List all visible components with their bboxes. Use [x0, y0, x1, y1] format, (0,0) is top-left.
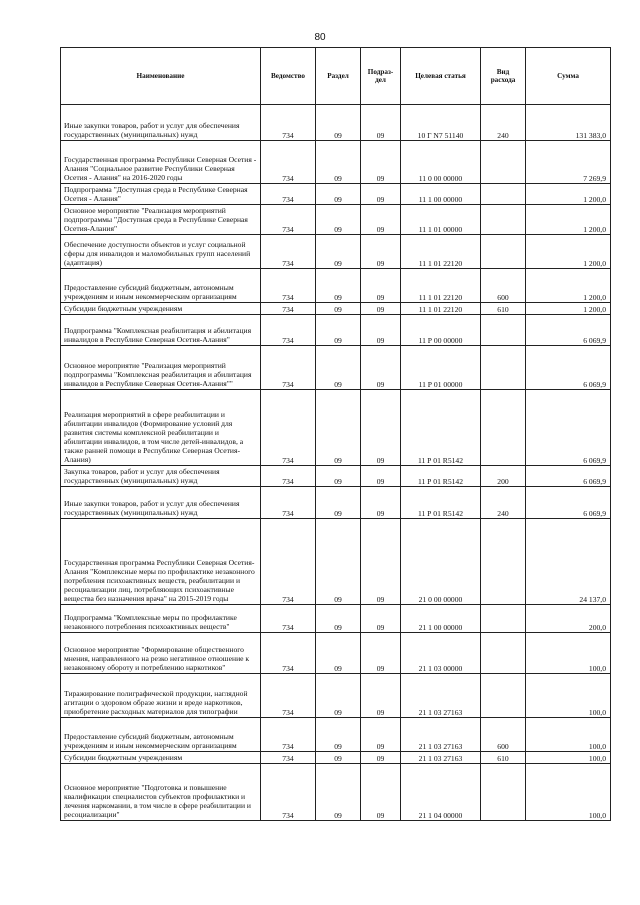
cell-section: 09 [316, 235, 361, 269]
cell-target-article: 21 1 00 00000 [401, 605, 481, 633]
cell-amount: 6 069,9 [526, 346, 611, 390]
cell-target-article: 21 1 04 00000 [401, 764, 481, 821]
cell-expense-type [481, 235, 526, 269]
cell-name: Государственная программа Республики Северная Осетия - Алания "Социальное развитие Республики Северная Осетия - Алания" на 2016-2020 годы [61, 141, 261, 184]
cell-department: 734 [261, 390, 316, 466]
cell-amount: 7 269,9 [526, 141, 611, 184]
cell-subsection: 09 [361, 269, 401, 303]
cell-department: 734 [261, 487, 316, 519]
cell-expense-type [481, 605, 526, 633]
cell-amount: 131 383,0 [526, 105, 611, 141]
table-row [61, 315, 611, 346]
cell-target-article: 11 1 00 00000 [401, 184, 481, 205]
table-row [61, 487, 611, 519]
table-row [61, 633, 611, 674]
cell-section: 09 [316, 764, 361, 821]
cell-department: 734 [261, 235, 316, 269]
header-department: Ведомство [261, 48, 316, 105]
header-name: Наименование [61, 48, 261, 105]
header-subsection: Подраз- дел [361, 48, 401, 105]
cell-name: Подпрограмма "Доступная среда в Республике Северная Осетия - Алания" [61, 184, 261, 205]
cell-expense-type [481, 205, 526, 235]
cell-amount: 200,0 [526, 605, 611, 633]
cell-section: 09 [316, 205, 361, 235]
cell-expense-type [481, 390, 526, 466]
table-row [61, 674, 611, 718]
cell-name: Предоставление субсидий бюджетным, автономным учреждениям и иным некоммерческим организациям [61, 718, 261, 752]
cell-department: 734 [261, 269, 316, 303]
cell-section: 09 [316, 184, 361, 205]
cell-name: Государственная программа Республики Северная Осетия-Алания "Комплексные меры по профилактике незаконного потребления психоактивных веществ, реабилитации и ресоциализации лиц, потребляющих психоактивные вещества без назначения врача" на 2015-2019 годы [61, 519, 261, 605]
cell-department: 734 [261, 205, 316, 235]
cell-expense-type [481, 764, 526, 821]
cell-target-article: 11 1 01 22120 [401, 303, 481, 315]
cell-amount: 100,0 [526, 752, 611, 764]
cell-target-article: 11 Р 01 00000 [401, 346, 481, 390]
cell-department: 734 [261, 184, 316, 205]
cell-department: 734 [261, 466, 316, 487]
cell-target-article: 11 Р 01 R5142 [401, 487, 481, 519]
cell-expense-type: 600 [481, 269, 526, 303]
cell-name: Подпрограмма "Комплексные меры по профилактике незаконного потребления психоактивных веществ" [61, 605, 261, 633]
budget-table [60, 47, 611, 821]
cell-subsection: 09 [361, 674, 401, 718]
cell-name: Подпрограмма "Комплексная реабилитация и абилитация инвалидов в Республике Северная Осетия-Алания" [61, 315, 261, 346]
cell-expense-type [481, 141, 526, 184]
table-row [61, 235, 611, 269]
cell-expense-type: 610 [481, 303, 526, 315]
cell-amount: 1 200,0 [526, 269, 611, 303]
cell-expense-type [481, 346, 526, 390]
cell-target-article: 11 0 00 00000 [401, 141, 481, 184]
cell-name: Основное мероприятие "Подготовка и повышение квалификации специалистов субъектов профилактики и лечения наркомании, в том числе в сфере реабилитации и ресоциализации" [61, 764, 261, 821]
cell-subsection: 09 [361, 633, 401, 674]
cell-subsection: 09 [361, 205, 401, 235]
table-row [61, 764, 611, 821]
cell-amount: 1 200,0 [526, 184, 611, 205]
table-row [61, 205, 611, 235]
cell-section: 09 [316, 346, 361, 390]
cell-name: Предоставление субсидий бюджетным, автономным учреждениям и иным некоммерческим организациям [61, 269, 261, 303]
cell-department: 734 [261, 605, 316, 633]
table-row [61, 466, 611, 487]
cell-expense-type [481, 519, 526, 605]
header-expense-type: Вид расхода [481, 48, 526, 105]
cell-subsection: 09 [361, 105, 401, 141]
cell-expense-type [481, 315, 526, 346]
cell-department: 734 [261, 303, 316, 315]
table-row [61, 269, 611, 303]
cell-subsection: 09 [361, 303, 401, 315]
cell-name: Основное мероприятие "Реализация мероприятий подпрограммы "Доступная среда в Республике Северная Осетия-Алания" [61, 205, 261, 235]
cell-section: 09 [316, 674, 361, 718]
table-row [61, 346, 611, 390]
cell-subsection: 09 [361, 315, 401, 346]
cell-department: 734 [261, 519, 316, 605]
table-header-row [61, 48, 611, 105]
cell-target-article: 21 1 03 27163 [401, 674, 481, 718]
cell-amount: 1 200,0 [526, 205, 611, 235]
table-row [61, 718, 611, 752]
cell-name: Субсидии бюджетным учреждениям [61, 303, 261, 315]
cell-expense-type: 600 [481, 718, 526, 752]
cell-target-article: 21 1 03 27163 [401, 752, 481, 764]
cell-section: 09 [316, 269, 361, 303]
cell-name: Обеспечение доступности объектов и услуг социальной сферы для инвалидов и маломобильных групп населений (адаптация) [61, 235, 261, 269]
cell-amount: 1 200,0 [526, 235, 611, 269]
cell-subsection: 09 [361, 390, 401, 466]
header-target-article: Целевая статья [401, 48, 481, 105]
cell-subsection: 09 [361, 141, 401, 184]
cell-target-article: 21 1 03 27163 [401, 718, 481, 752]
cell-department: 734 [261, 315, 316, 346]
cell-subsection: 09 [361, 466, 401, 487]
cell-department: 734 [261, 633, 316, 674]
table-row [61, 605, 611, 633]
cell-subsection: 09 [361, 764, 401, 821]
cell-target-article: 11 1 01 22120 [401, 235, 481, 269]
cell-section: 09 [316, 752, 361, 764]
cell-expense-type: 610 [481, 752, 526, 764]
cell-subsection: 09 [361, 184, 401, 205]
cell-section: 09 [316, 315, 361, 346]
cell-amount: 100,0 [526, 674, 611, 718]
cell-target-article: 10 Г N7 51140 [401, 105, 481, 141]
cell-target-article: 21 1 03 00000 [401, 633, 481, 674]
cell-amount: 6 069,9 [526, 487, 611, 519]
cell-expense-type [481, 633, 526, 674]
cell-amount: 6 069,9 [526, 315, 611, 346]
cell-target-article: 11 1 01 22120 [401, 269, 481, 303]
cell-subsection: 09 [361, 346, 401, 390]
cell-name: Основное мероприятие "Формирование общественного мнения, направленного на резко негативное отношение к незаконному обороту и потреблению наркотиков" [61, 633, 261, 674]
cell-name: Иные закупки товаров, работ и услуг для обеспечения государственных (муниципальных) нужд [61, 487, 261, 519]
cell-section: 09 [316, 390, 361, 466]
cell-expense-type: 200 [481, 466, 526, 487]
cell-target-article: 21 0 00 00000 [401, 519, 481, 605]
cell-name: Иные закупки товаров, работ и услуг для обеспечения государственных (муниципальных) нужд [61, 105, 261, 141]
cell-department: 734 [261, 141, 316, 184]
table-body [61, 105, 611, 821]
cell-section: 09 [316, 718, 361, 752]
cell-section: 09 [316, 466, 361, 487]
cell-subsection: 09 [361, 235, 401, 269]
cell-expense-type: 240 [481, 487, 526, 519]
cell-department: 734 [261, 346, 316, 390]
cell-section: 09 [316, 141, 361, 184]
cell-subsection: 09 [361, 519, 401, 605]
cell-section: 09 [316, 105, 361, 141]
cell-department: 734 [261, 105, 316, 141]
cell-department: 734 [261, 674, 316, 718]
cell-department: 734 [261, 764, 316, 821]
cell-name: Закупка товаров, работ и услуг для обеспечения государственных (муниципальных) нужд [61, 466, 261, 487]
cell-name: Реализация мероприятий в сфере реабилитации и абилитации инвалидов (Формирование условий для развития системы комплексной реабилитации и абилитации инвалидов, в том числе детей-инвалидов, а также ранней помощи в Республике Северная Осетия-Алания) [61, 390, 261, 466]
cell-section: 09 [316, 303, 361, 315]
cell-name: Субсидии бюджетным учреждениям [61, 752, 261, 764]
cell-section: 09 [316, 605, 361, 633]
header-amount: Сумма [526, 48, 611, 105]
cell-amount: 6 069,9 [526, 466, 611, 487]
cell-subsection: 09 [361, 718, 401, 752]
cell-target-article: 11 Р 01 R5142 [401, 390, 481, 466]
table-row [61, 105, 611, 141]
cell-target-article: 11 1 01 00000 [401, 205, 481, 235]
cell-amount: 1 200,0 [526, 303, 611, 315]
cell-section: 09 [316, 633, 361, 674]
cell-amount: 24 137,0 [526, 519, 611, 605]
table-row [61, 303, 611, 315]
cell-department: 734 [261, 752, 316, 764]
cell-target-article: 11 Р 01 R5142 [401, 466, 481, 487]
cell-amount: 100,0 [526, 633, 611, 674]
cell-amount: 6 069,9 [526, 390, 611, 466]
table-row [61, 390, 611, 466]
cell-expense-type [481, 674, 526, 718]
table-row [61, 184, 611, 205]
cell-amount: 100,0 [526, 764, 611, 821]
cell-name: Тиражирование полиграфической продукции, наглядной агитации о здоровом образе жизни и вреде наркотиков, приобретение расходных материалов для типографии [61, 674, 261, 718]
table-row [61, 141, 611, 184]
cell-subsection: 09 [361, 605, 401, 633]
cell-name: Основное мероприятие "Реализация мероприятий подпрограммы "Комплексная реабилитация и абилитация инвалидов в Республике Северная Осетия-Алания"" [61, 346, 261, 390]
cell-section: 09 [316, 487, 361, 519]
cell-subsection: 09 [361, 752, 401, 764]
cell-amount: 100,0 [526, 718, 611, 752]
table-row [61, 519, 611, 605]
cell-subsection: 09 [361, 487, 401, 519]
cell-department: 734 [261, 718, 316, 752]
table-row [61, 752, 611, 764]
page-number: 80 [314, 32, 326, 43]
cell-target-article: 11 Р 00 00000 [401, 315, 481, 346]
cell-section: 09 [316, 519, 361, 605]
cell-expense-type: 240 [481, 105, 526, 141]
cell-expense-type [481, 184, 526, 205]
header-section: Раздел [316, 48, 361, 105]
